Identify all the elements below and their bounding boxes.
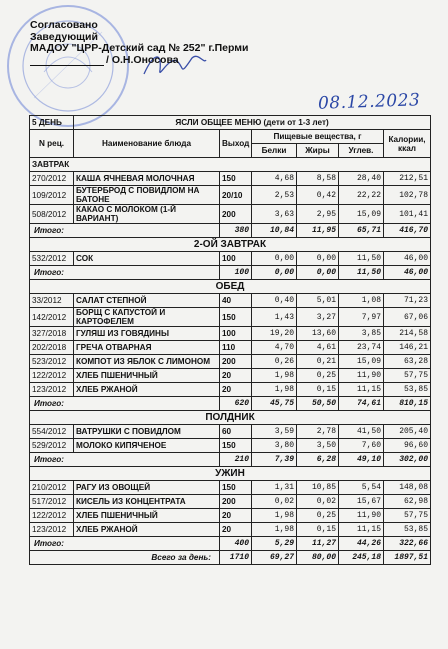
dish-name: РАГУ ИЗ ОВОЩЕЙ [74, 481, 220, 495]
grand-total-carbs: 245,18 [339, 551, 384, 565]
protein-value: 4,68 [252, 172, 297, 186]
total-carbs: 11,50 [339, 266, 384, 280]
day-label: 5 ДЕНЬ [30, 116, 74, 130]
dish-row [30, 355, 431, 369]
total-kcal: 810,15 [384, 397, 431, 411]
total-fat: 11,95 [297, 224, 339, 238]
header-row-2 [30, 130, 431, 144]
protein-value: 0,26 [252, 355, 297, 369]
dish-output: 200 [220, 495, 252, 509]
kcal-value: 71,23 [384, 294, 431, 308]
dish-output: 150 [220, 481, 252, 495]
section-total-row [30, 537, 431, 551]
recipe-code: 123/2012 [30, 523, 74, 537]
kcal-value: 63,28 [384, 355, 431, 369]
carbs-value: 22,22 [339, 186, 384, 205]
grand-total-label: Всего за день: [30, 551, 220, 565]
dish-row [30, 205, 431, 224]
dish-output: 20 [220, 523, 252, 537]
kcal-value: 62,98 [384, 495, 431, 509]
recipe-code: 529/2012 [30, 439, 74, 453]
grand-total-row [30, 551, 431, 565]
dish-name: СОК [74, 252, 220, 266]
dish-output: 40 [220, 294, 252, 308]
total-kcal: 322,66 [384, 537, 431, 551]
grand-total-protein: 69,27 [252, 551, 297, 565]
total-protein: 45,75 [252, 397, 297, 411]
protein-value: 1,43 [252, 308, 297, 327]
fat-value: 3,50 [297, 439, 339, 453]
protein-value: 1,98 [252, 383, 297, 397]
section-row [30, 280, 431, 294]
fat-value: 3,27 [297, 308, 339, 327]
grand-total-output: 1710 [220, 551, 252, 565]
protein-value: 3,63 [252, 205, 297, 224]
total-protein: 0,00 [252, 266, 297, 280]
recipe-code: 327/2018 [30, 327, 74, 341]
dish-row [30, 509, 431, 523]
total-carbs: 74,61 [339, 397, 384, 411]
dish-output: 20/10 [220, 186, 252, 205]
dish-row [30, 172, 431, 186]
col-fat-header: Жиры [297, 144, 339, 158]
dish-name: ХЛЕБ ПШЕНИЧНЫЙ [74, 369, 220, 383]
col-protein-header: Белки [252, 144, 297, 158]
total-label: Итого: [30, 537, 220, 551]
dish-row [30, 523, 431, 537]
dish-name: ГУЛЯШ ИЗ ГОВЯДИНЫ [74, 327, 220, 341]
kcal-value: 214,58 [384, 327, 431, 341]
kcal-value: 57,75 [384, 369, 431, 383]
fat-value: 0,00 [297, 252, 339, 266]
carbs-value: 11,90 [339, 369, 384, 383]
dish-row [30, 383, 431, 397]
dish-row [30, 252, 431, 266]
recipe-code: 202/2018 [30, 341, 74, 355]
dish-row [30, 369, 431, 383]
protein-value: 1,31 [252, 481, 297, 495]
carbs-value: 11,90 [339, 509, 384, 523]
section-row [30, 467, 431, 481]
dish-output: 20 [220, 369, 252, 383]
dish-name: ГРЕЧА ОТВАРНАЯ [74, 341, 220, 355]
kcal-value: 102,78 [384, 186, 431, 205]
section-total-row [30, 266, 431, 280]
dish-row [30, 327, 431, 341]
total-kcal: 46,00 [384, 266, 431, 280]
dish-name: ВАТРУШКИ С ПОВИДЛОМ [74, 425, 220, 439]
header-row-1 [30, 116, 431, 130]
section-total-row [30, 453, 431, 467]
fat-value: 5,01 [297, 294, 339, 308]
recipe-code: 109/2012 [30, 186, 74, 205]
carbs-value: 15,09 [339, 205, 384, 224]
carbs-value: 15,09 [339, 355, 384, 369]
menu-table [29, 115, 431, 565]
dish-name: КОМПОТ ИЗ ЯБЛОК С ЛИМОНОМ [74, 355, 220, 369]
dish-output: 100 [220, 252, 252, 266]
fat-value: 0,02 [297, 495, 339, 509]
dish-name: БОРЩ С КАПУСТОЙ И КАРТОФЕЛЕМ [74, 308, 220, 327]
dish-output: 150 [220, 172, 252, 186]
fat-value: 10,85 [297, 481, 339, 495]
carbs-value: 5,54 [339, 481, 384, 495]
recipe-code: 554/2012 [30, 425, 74, 439]
col-recipe-header: N рец. [30, 130, 74, 158]
section-row [30, 238, 431, 252]
dish-output: 110 [220, 341, 252, 355]
approval-line-3: МАДОУ "ЦРР-Детский сад № 252" г.Перми [30, 42, 249, 54]
signer-name: / О.Н.Оносова [106, 53, 179, 66]
total-protein: 10,84 [252, 224, 297, 238]
fat-value: 0,21 [297, 355, 339, 369]
protein-value: 0,40 [252, 294, 297, 308]
recipe-code: 523/2012 [30, 355, 74, 369]
protein-value: 0,00 [252, 252, 297, 266]
col-nutrients-header: Пищевые вещества, г [252, 130, 384, 144]
dish-output: 200 [220, 205, 252, 224]
section-title: ОБЕД [30, 280, 431, 294]
protein-value: 1,98 [252, 509, 297, 523]
dish-row [30, 186, 431, 205]
dish-name: САЛАТ СТЕПНОЙ [74, 294, 220, 308]
dish-row [30, 294, 431, 308]
dish-row [30, 308, 431, 327]
total-carbs: 65,71 [339, 224, 384, 238]
grand-total-fat: 80,00 [297, 551, 339, 565]
section-row [30, 411, 431, 425]
recipe-code: 33/2012 [30, 294, 74, 308]
signature-underline [30, 65, 104, 66]
section-title: ПОЛДНИК [30, 411, 431, 425]
dish-row [30, 341, 431, 355]
fat-value: 0,25 [297, 369, 339, 383]
total-output: 380 [220, 224, 252, 238]
section-total-row [30, 224, 431, 238]
kcal-value: 148,08 [384, 481, 431, 495]
total-fat: 11,27 [297, 537, 339, 551]
carbs-value: 15,67 [339, 495, 384, 509]
recipe-code: 270/2012 [30, 172, 74, 186]
dish-name: КАША ЯЧНЕВАЯ МОЛОЧНАЯ [74, 172, 220, 186]
dish-output: 150 [220, 308, 252, 327]
dish-name: МОЛОКО КИПЯЧЕНОЕ [74, 439, 220, 453]
total-fat: 0,00 [297, 266, 339, 280]
menu-title: ЯСЛИ ОБЩЕЕ МЕНЮ (дети от 1-3 лет) [74, 116, 431, 130]
total-fat: 50,50 [297, 397, 339, 411]
recipe-code: 123/2012 [30, 383, 74, 397]
kcal-value: 67,06 [384, 308, 431, 327]
carbs-value: 7,60 [339, 439, 384, 453]
dish-row [30, 425, 431, 439]
dish-output: 200 [220, 355, 252, 369]
fat-value: 4,61 [297, 341, 339, 355]
carbs-value: 41,50 [339, 425, 384, 439]
kcal-value: 53,85 [384, 523, 431, 537]
col-name-header: Наименование блюда [74, 130, 220, 158]
fat-value: 13,60 [297, 327, 339, 341]
dish-name: КАКАО С МОЛОКОМ (1-Й ВАРИАНТ) [74, 205, 220, 224]
total-output: 400 [220, 537, 252, 551]
carbs-value: 7,97 [339, 308, 384, 327]
kcal-value: 101,41 [384, 205, 431, 224]
handwritten-date: 08.12.2023 [317, 90, 421, 114]
kcal-value: 53,85 [384, 383, 431, 397]
total-kcal: 302,00 [384, 453, 431, 467]
kcal-value: 57,75 [384, 509, 431, 523]
fat-value: 8,58 [297, 172, 339, 186]
approval-block [30, 20, 249, 66]
carbs-value: 23,74 [339, 341, 384, 355]
fat-value: 2,95 [297, 205, 339, 224]
total-protein: 7,39 [252, 453, 297, 467]
total-label: Итого: [30, 397, 220, 411]
fat-value: 0,15 [297, 383, 339, 397]
approval-signature-line [30, 55, 249, 67]
total-label: Итого: [30, 453, 220, 467]
dish-row [30, 439, 431, 453]
protein-value: 4,70 [252, 341, 297, 355]
total-output: 210 [220, 453, 252, 467]
carbs-value: 11,15 [339, 523, 384, 537]
kcal-value: 46,00 [384, 252, 431, 266]
menu-table-body [30, 116, 431, 565]
recipe-code: 142/2012 [30, 308, 74, 327]
col-carbs-header: Углев. [339, 144, 384, 158]
section-title: ЗАВТРАК [30, 158, 431, 172]
total-protein: 5,29 [252, 537, 297, 551]
section-total-row [30, 397, 431, 411]
col-kcal-header: Калории, ккал [384, 130, 431, 158]
protein-value: 3,59 [252, 425, 297, 439]
fat-value: 0,15 [297, 523, 339, 537]
recipe-code: 210/2012 [30, 481, 74, 495]
recipe-code: 122/2012 [30, 509, 74, 523]
total-label: Итого: [30, 266, 220, 280]
dish-output: 150 [220, 439, 252, 453]
dish-name: БУТЕРБРОД С ПОВИДЛОМ НА БАТОНЕ [74, 186, 220, 205]
total-output: 100 [220, 266, 252, 280]
dish-output: 100 [220, 327, 252, 341]
dish-name: КИСЕЛЬ ИЗ КОНЦЕНТРАТА [74, 495, 220, 509]
protein-value: 1,98 [252, 369, 297, 383]
kcal-value: 96,60 [384, 439, 431, 453]
section-row [30, 158, 431, 172]
dish-name: ХЛЕБ РЖАНОЙ [74, 383, 220, 397]
fat-value: 0,25 [297, 509, 339, 523]
protein-value: 2,53 [252, 186, 297, 205]
dish-output: 20 [220, 509, 252, 523]
recipe-code: 532/2012 [30, 252, 74, 266]
total-kcal: 416,70 [384, 224, 431, 238]
fat-value: 0,42 [297, 186, 339, 205]
section-title: 2-ОЙ ЗАВТРАК [30, 238, 431, 252]
carbs-value: 11,15 [339, 383, 384, 397]
col-output-header: Выход [220, 130, 252, 158]
kcal-value: 212,51 [384, 172, 431, 186]
approval-line-1: Согласовано [30, 19, 98, 31]
total-fat: 6,28 [297, 453, 339, 467]
carbs-value: 28,40 [339, 172, 384, 186]
fat-value: 2,78 [297, 425, 339, 439]
carbs-value: 3,85 [339, 327, 384, 341]
protein-value: 19,20 [252, 327, 297, 341]
total-output: 620 [220, 397, 252, 411]
dish-row [30, 481, 431, 495]
dish-output: 60 [220, 425, 252, 439]
dish-output: 20 [220, 383, 252, 397]
approval-line-2: Заведующий [30, 30, 98, 43]
recipe-code: 508/2012 [30, 205, 74, 224]
kcal-value: 205,40 [384, 425, 431, 439]
dish-name: ХЛЕБ РЖАНОЙ [74, 523, 220, 537]
total-label: Итого: [30, 224, 220, 238]
total-carbs: 44,26 [339, 537, 384, 551]
recipe-code: 122/2012 [30, 369, 74, 383]
protein-value: 3,80 [252, 439, 297, 453]
carbs-value: 1,08 [339, 294, 384, 308]
dish-row [30, 495, 431, 509]
grand-total-kcal: 1897,51 [384, 551, 431, 565]
protein-value: 1,98 [252, 523, 297, 537]
recipe-code: 517/2012 [30, 495, 74, 509]
kcal-value: 146,21 [384, 341, 431, 355]
section-title: УЖИН [30, 467, 431, 481]
total-carbs: 49,10 [339, 453, 384, 467]
dish-name: ХЛЕБ ПШЕНИЧНЫЙ [74, 509, 220, 523]
protein-value: 0,02 [252, 495, 297, 509]
carbs-value: 11,50 [339, 252, 384, 266]
